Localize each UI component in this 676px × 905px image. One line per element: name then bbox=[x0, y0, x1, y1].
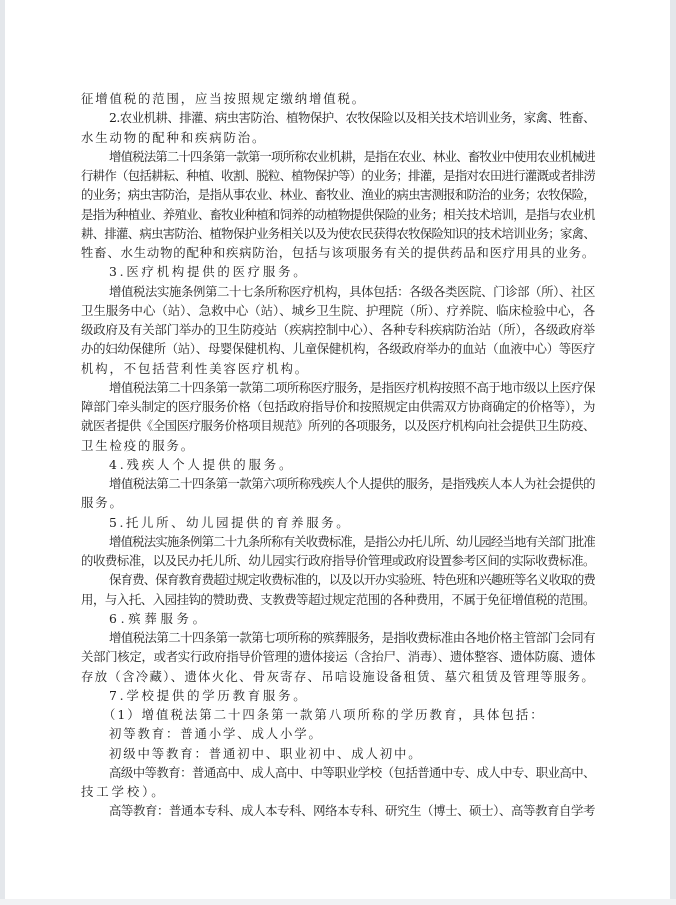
document-line: 3.医疗机构提供的医疗服务。 bbox=[109, 264, 309, 280]
document-line: 的业务；病虫害防治，是指从事农业、林业、畜牧业、渔业的病虫害测报和防治的业务；农牧保险， bbox=[81, 187, 595, 203]
document-line: 机构，不包括营利性美容医疗机构。 bbox=[81, 360, 310, 376]
document-line: 行耕作（包括耕耘、种植、收割、脱粒、植物保护等）的业务；排灌，是指对农田进行灌溉或者排涝 bbox=[81, 168, 595, 183]
document-line: 卫生检疫的服务。 bbox=[81, 437, 196, 453]
document-line: 6.殡葬服务。 bbox=[109, 610, 209, 626]
document-line: 增值税法实施条例第二十七条所称医疗机构，具体包括：各级各类医院、门诊部（所）、社区 bbox=[109, 283, 595, 299]
document-line: 耕、排灌、病虫害防治、植物保护业务相关以及为使农民获得农牧保险知识的技术培训业务；家禽、 bbox=[81, 225, 595, 241]
document-line: 保育费、保育教育费超过规定收费标准的，以及以开办实验班、特色班和兴趣班等名义收取的费 bbox=[109, 572, 595, 588]
document-line: 增值税法第二十四条第一款第二项所称医疗服务，是指医疗机构按照不高于地市级以上医疗保 bbox=[109, 379, 595, 395]
document-line: 增值税法第二十四条第一款第六项所称残疾人个人提供的服务，是指残疾人本人为社会提供的 bbox=[109, 476, 595, 491]
document-line: 卫生服务中心（站）、急救中心（站）、城乡卫生院、护理院（所）、疗养院、临床检验中心，各 bbox=[81, 302, 595, 318]
document-line: 技工学校）。 bbox=[81, 784, 167, 799]
document-line: 就医者提供《全国医疗服务价格项目规范》所列的各项服务，以及医疗机构向社会提供卫生防疫、 bbox=[81, 418, 595, 434]
document-line: 的收费标准，以及民办托儿所、幼儿园实行政府指导价管理或政府设置参考区间的实际收费标准。 bbox=[81, 553, 595, 568]
document-line: 4.残疾人个人提供的服务。 bbox=[109, 456, 295, 472]
document-body bbox=[81, 89, 595, 821]
document-line: 是指为种植业、养殖业、畜牧业种植和饲养的动植物提供保险的业务；相关技术培训，是指与农业机 bbox=[81, 206, 595, 222]
document-line: 5.托儿所、幼儿园提供的育养服务。 bbox=[109, 514, 352, 530]
document-line: 增值税法第二十四条第一款第一项所称农业机耕，是指在农业、林业、畜牧业中使用农业机械进 bbox=[109, 148, 595, 164]
document-line: 增值税法第二十四条第一款第七项所称的殡葬服务，是指收费标准由各地价格主管部门会同有 bbox=[109, 630, 595, 645]
document-line: 关部门核定，或者实行政府指导价管理的遗体接运（含抬尸、消毒）、遗体整容、遗体防腐、遗体 bbox=[81, 649, 595, 665]
document-line: 7.学校提供的学历教育服务。 bbox=[109, 687, 309, 703]
document-line: 初等教育：普通小学、成人小学。 bbox=[109, 726, 323, 742]
document-line: 服务。 bbox=[81, 495, 124, 511]
document-line: 办的妇幼保健所（站）、母婴保健机构、儿童保健机构，各级政府举办的血站（血液中心）等医疗 bbox=[81, 341, 595, 357]
document-line: 水生动物的配种和疾病防治。 bbox=[81, 129, 267, 145]
document-page bbox=[5, 0, 670, 899]
document-line: 用，与入托、入园挂钩的赞助费、支教费等超过规定范围的各种费用，不属于免征增值税的范围。 bbox=[81, 591, 595, 607]
document-line: 高级中等教育：普通高中、成人高中、中等职业学校（包括普通中专、成人中专、职业高中、 bbox=[109, 764, 595, 780]
document-line: 牲畜、水生动物的配种和疾病防治，包括与该项服务有关的提供药品和医疗用具的业务。 bbox=[81, 245, 595, 260]
viewer-bottom-margin bbox=[0, 899, 676, 905]
document-line: 高等教育：普通本专科、成人本专科、网络本专科、研究生（博士、硕士）、高等教育自学考 bbox=[109, 803, 595, 819]
document-line: 增值税法实施条例第二十九条所称有关收费标准，是指公办托儿所、幼儿园经当地有关部门批准 bbox=[109, 533, 595, 549]
document-line: （1）增值税法第二十四条第一款第八项所称的学历教育，具体包括： bbox=[103, 707, 545, 722]
document-line: 征增值税的范围，应当按照规定缴纳增值税。 bbox=[81, 91, 367, 106]
document-line: 2.农业机耕、排灌、病虫害防治、植物保护、农牧保险以及相关技术培训业务，家禽、牲畜、 bbox=[109, 110, 595, 126]
document-line: 障部门牵头制定的医疗服务价格（包括政府指导价和按照规定由供需双方协商确定的价格等），为 bbox=[81, 399, 595, 414]
document-line: 存放（含冷藏）、遗体火化、骨灰寄存、吊唁设施设备租赁、墓穴租赁及管理等服务。 bbox=[81, 668, 595, 684]
document-line: 初级中等教育：普通初中、职业初中、成人初中。 bbox=[109, 745, 423, 761]
viewer-right-margin bbox=[670, 0, 676, 899]
document-line: 级政府及有关部门举办的卫生防疫站（疾病控制中心）、各种专科疾病防治站（所），各级政府举 bbox=[81, 322, 595, 337]
